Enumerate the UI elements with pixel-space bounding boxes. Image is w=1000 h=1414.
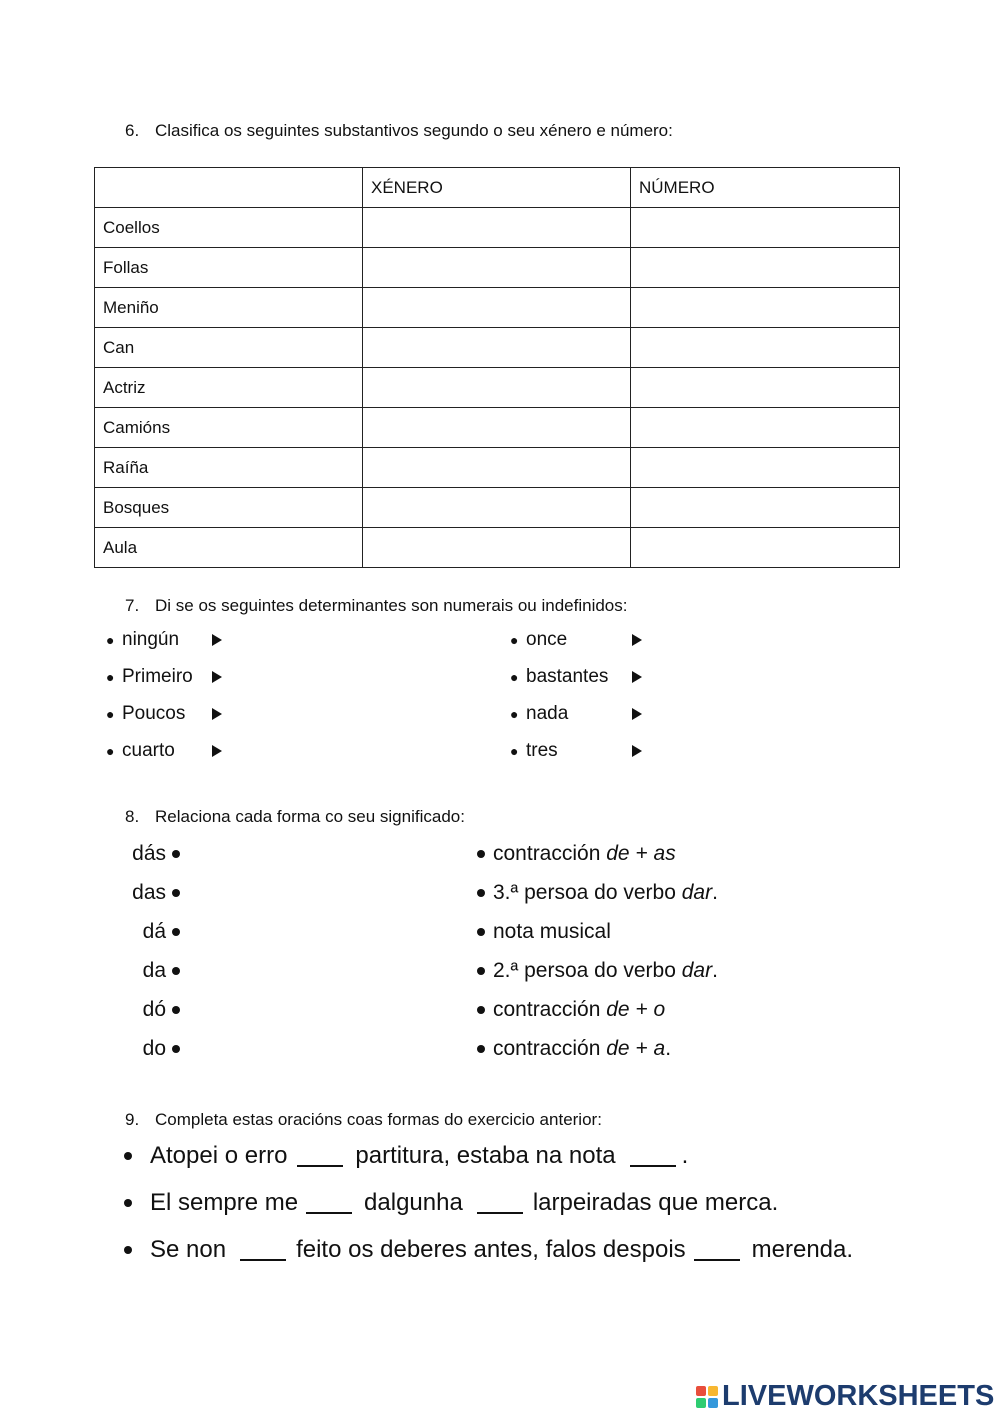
numero-answer-cell[interactable] bbox=[631, 208, 900, 248]
list-item: ● tres bbox=[510, 732, 710, 769]
xenero-answer-cell[interactable] bbox=[363, 408, 631, 448]
meanings-list bbox=[477, 834, 897, 1068]
determiners-right-list bbox=[510, 621, 710, 769]
list-item: ● nada bbox=[510, 695, 710, 732]
noun-cell: Meniño bbox=[95, 288, 363, 328]
noun-cell: Camións bbox=[95, 408, 363, 448]
match-dot[interactable] bbox=[477, 1045, 485, 1053]
table-row bbox=[95, 408, 900, 448]
form-item-do[interactable]: do bbox=[110, 1029, 180, 1068]
q7-title: 7. Di se os seguintes determinantes son numerais ou indefinidos: bbox=[125, 596, 628, 615]
q9-title: 9. Completa estas oracións coas formas do exercicio anterior: bbox=[125, 1110, 602, 1129]
meaning-item[interactable]: contracción de + a . bbox=[477, 1029, 897, 1068]
table-row bbox=[95, 528, 900, 568]
noun-cell: Raíña bbox=[95, 448, 363, 488]
blank-input[interactable] bbox=[630, 1145, 676, 1167]
arrow-right-icon bbox=[212, 745, 222, 757]
list-item: ● Poucos bbox=[106, 695, 306, 732]
sentence-2: El sempre me dalgunha larpeiradas que merca. bbox=[124, 1179, 984, 1226]
xenero-answer-cell[interactable] bbox=[363, 528, 631, 568]
blank-input[interactable] bbox=[297, 1145, 343, 1167]
table-header-numero: NÚMERO bbox=[631, 168, 900, 208]
match-dot[interactable] bbox=[172, 928, 180, 936]
liveworksheets-logo-icon bbox=[696, 1386, 718, 1408]
list-item: ● bastantes bbox=[510, 658, 710, 695]
form-item-das[interactable]: das bbox=[110, 873, 180, 912]
xenero-answer-cell[interactable] bbox=[363, 248, 631, 288]
q6-title: 6. Clasifica os seguintes substantivos segundo o seu xénero e número: bbox=[125, 121, 673, 140]
meaning-item[interactable]: contracción de + as bbox=[477, 834, 897, 873]
determiners-left-list bbox=[106, 621, 306, 769]
liveworksheets-logo bbox=[696, 1380, 994, 1413]
match-dot[interactable] bbox=[477, 889, 485, 897]
table-row bbox=[95, 248, 900, 288]
table-row bbox=[95, 448, 900, 488]
numero-answer-cell[interactable] bbox=[631, 288, 900, 328]
arrow-right-icon bbox=[632, 745, 642, 757]
list-item: ● cuarto bbox=[106, 732, 306, 769]
form-item-das-accent[interactable]: dás bbox=[110, 834, 180, 873]
sentence-1: Atopei o erro partitura, estaba na nota . bbox=[124, 1132, 984, 1179]
numero-answer-cell[interactable] bbox=[631, 488, 900, 528]
xenero-answer-cell[interactable] bbox=[363, 448, 631, 488]
xenero-answer-cell[interactable] bbox=[363, 368, 631, 408]
match-dot[interactable] bbox=[172, 889, 180, 897]
forms-list bbox=[110, 834, 180, 1068]
sentences-list bbox=[124, 1132, 984, 1273]
meaning-item[interactable]: 2.ª persoa do verbo dar . bbox=[477, 951, 897, 990]
list-item: ● ningún bbox=[106, 621, 306, 658]
match-dot[interactable] bbox=[477, 967, 485, 975]
table-header-row bbox=[95, 168, 900, 208]
xenero-answer-cell[interactable] bbox=[363, 288, 631, 328]
sentence-3: Se non feito os deberes antes, falos despois merenda. bbox=[124, 1226, 984, 1273]
table-header-xenero: XÉNERO bbox=[363, 168, 631, 208]
xenero-answer-cell[interactable] bbox=[363, 488, 631, 528]
numero-answer-cell[interactable] bbox=[631, 248, 900, 288]
noun-cell: Coellos bbox=[95, 208, 363, 248]
blank-input[interactable] bbox=[240, 1239, 286, 1261]
blank-input[interactable] bbox=[477, 1192, 523, 1214]
numero-answer-cell[interactable] bbox=[631, 368, 900, 408]
table-row bbox=[95, 328, 900, 368]
table-row bbox=[95, 208, 900, 248]
numero-answer-cell[interactable] bbox=[631, 408, 900, 448]
classification-table bbox=[94, 167, 900, 568]
numero-answer-cell[interactable] bbox=[631, 448, 900, 488]
list-item: ● Primeiro bbox=[106, 658, 306, 695]
form-item-da[interactable]: da bbox=[110, 951, 180, 990]
table-row bbox=[95, 288, 900, 328]
logo-text: LIVEWORKSHEETS bbox=[722, 1380, 995, 1412]
meaning-item[interactable]: 3.ª persoa do verbo dar . bbox=[477, 873, 897, 912]
arrow-right-icon bbox=[212, 634, 222, 646]
xenero-answer-cell[interactable] bbox=[363, 328, 631, 368]
match-dot[interactable] bbox=[477, 1006, 485, 1014]
arrow-right-icon bbox=[212, 671, 222, 683]
table-row bbox=[95, 488, 900, 528]
table-header-cell bbox=[95, 168, 363, 208]
noun-cell: Can bbox=[95, 328, 363, 368]
arrow-right-icon bbox=[632, 634, 642, 646]
arrow-right-icon bbox=[212, 708, 222, 720]
meaning-item[interactable]: nota musical bbox=[477, 912, 897, 951]
numero-answer-cell[interactable] bbox=[631, 328, 900, 368]
xenero-answer-cell[interactable] bbox=[363, 208, 631, 248]
arrow-right-icon bbox=[632, 708, 642, 720]
match-dot[interactable] bbox=[172, 850, 180, 858]
blank-input[interactable] bbox=[694, 1239, 740, 1261]
match-dot[interactable] bbox=[172, 1006, 180, 1014]
form-item-do-accent[interactable]: dó bbox=[110, 990, 180, 1029]
arrow-right-icon bbox=[632, 671, 642, 683]
noun-cell: Aula bbox=[95, 528, 363, 568]
list-item: ● once bbox=[510, 621, 710, 658]
numero-answer-cell[interactable] bbox=[631, 528, 900, 568]
match-dot[interactable] bbox=[172, 1045, 180, 1053]
match-dot[interactable] bbox=[477, 928, 485, 936]
meaning-item[interactable]: contracción de + o bbox=[477, 990, 897, 1029]
match-dot[interactable] bbox=[477, 850, 485, 858]
table-row bbox=[95, 368, 900, 408]
form-item-da-accent[interactable]: dá bbox=[110, 912, 180, 951]
q8-title: 8. Relaciona cada forma co seu significado: bbox=[125, 807, 465, 826]
noun-cell: Bosques bbox=[95, 488, 363, 528]
noun-cell: Actriz bbox=[95, 368, 363, 408]
noun-cell: Follas bbox=[95, 248, 363, 288]
blank-input[interactable] bbox=[306, 1192, 352, 1214]
match-dot[interactable] bbox=[172, 967, 180, 975]
